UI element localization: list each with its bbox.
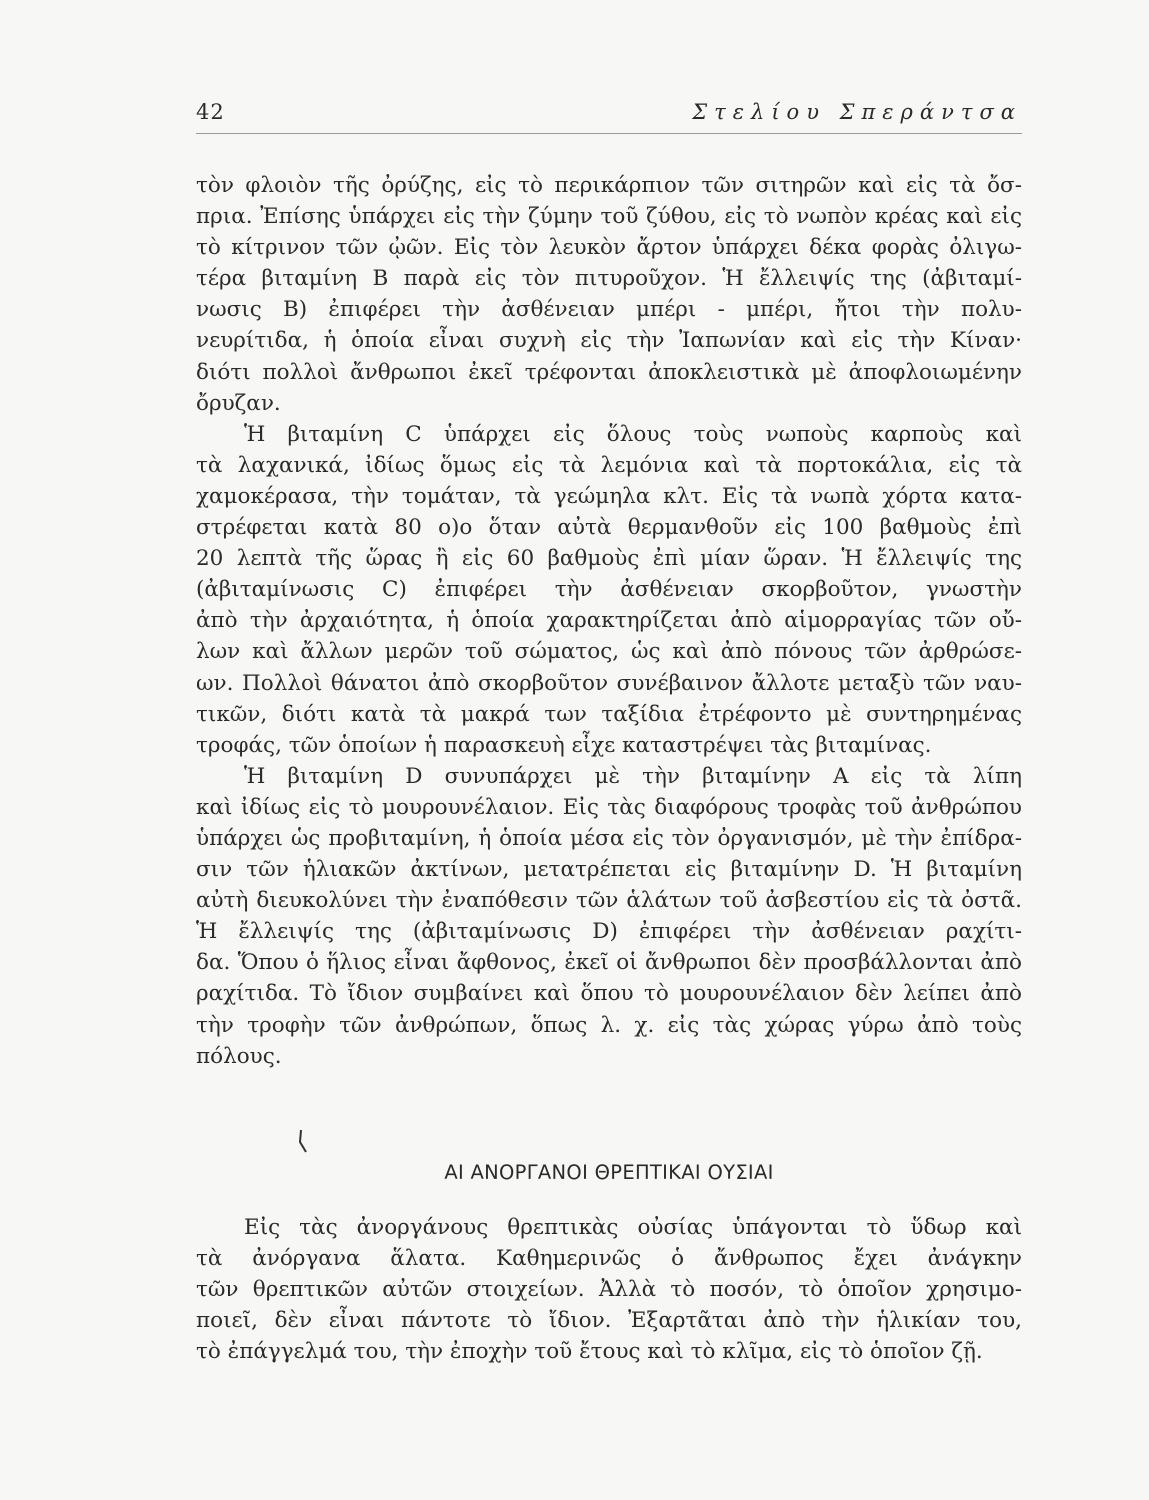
- text-line: ὑπάρχει ὡς προβιταμίνη, ἡ ὁποία μέσα εἰς τὸν ὀργανισμόν, μὲ τὴν ἐπίδρα-: [196, 825, 1022, 851]
- text-line: νωσις B) ἐπιφέρει τὴν ἀσθένειαν μπέρι - μπέρι, ἤτοι τὴν πολυ-: [196, 297, 1022, 323]
- text-line: 20 λεπτὰ τῆς ὥρας ἢ εἰς 60 βαθμοὺς ἐπὶ μίαν ὥραν. Ἡ ἔλλειψίς της: [196, 546, 1022, 572]
- text-line: τέρα βιταμίνη B παρὰ εἰς τὸν πιτυροῦχον. Ἡ ἔλλειψίς της (ἀβιταμί-: [196, 266, 1022, 292]
- page-number: 42: [196, 100, 225, 124]
- text-line: τὸ κίτρινον τῶν ᾠῶν. Εἰς τὸν λευκὸν ἄρτον ὑπάρχει δέκα φορὰς ὀλιγω-: [196, 235, 1022, 261]
- text-line: τικῶν, διότι κατὰ τὰ μακρά των ταξίδια ἐτρέφοντο μὲ συντηρημένας: [196, 701, 1022, 727]
- text-line: ραχίτιδα. Τὸ ἴδιον συμβαίνει καὶ ὅπου τὸ μουρουνέλαιον δὲν λείπει ἀπὸ: [196, 981, 1022, 1007]
- text-line: τὰ ἀνόργανα ἅλατα. Καθημερινῶς ὁ ἄνθρωπος ἔχει ἀνάγκην: [196, 1246, 1022, 1272]
- text-line: λων καὶ ἄλλων μερῶν τοῦ σώματος, ὡς καὶ ἀπὸ πόνους τῶν ἀρθρώσε-: [196, 639, 1022, 665]
- text-line: (ἀβιταμίνωσις C) ἐπιφέρει τὴν ἀσθένειαν σκορβοῦτον, γνωστὴν: [196, 577, 1022, 603]
- paragraph-vitamin-b: [196, 170, 1022, 419]
- text-line: αὐτὴ διευκολύνει τὴν ἐναπόθεσιν τῶν ἁλάτων τοῦ ἀσβεστίου εἰς τὰ ὀστᾶ.: [196, 888, 1022, 914]
- text-line: τὴν τροφὴν τῶν ἀνθρώπων, ὅπως λ. χ. εἰς τὰς χώρας γύρω ἀπὸ τοὺς: [196, 1012, 1022, 1038]
- paragraph-inorganic: [196, 1212, 1022, 1367]
- text-line: τῶν θρεπτικῶν αὐτῶν στοιχείων. Ἀλλὰ τὸ ποσόν, τὸ ὁποῖον χρησιμο-: [196, 1277, 1022, 1303]
- text-line: ποιεῖ, δὲν εἶναι πάντοτε τὸ ἴδιον. Ἐξαρτᾶται ἀπὸ τὴν ἡλικίαν του,: [196, 1308, 1022, 1334]
- running-head: Στελίου Σπεράντσα: [692, 100, 1022, 124]
- paragraph-vitamin-d: [196, 761, 1022, 1072]
- text-line: σιν τῶν ἡλιακῶν ἀκτίνων, μετατρέπεται εἰς βιταμίνην D. Ἡ βιταμίνη: [196, 857, 1022, 883]
- text-line: ἀπὸ τὴν ἀρχαιότητα, ἡ ὁποία χαρακτηρίζεται ἀπὸ αἱμορραγίας τῶν οὔ-: [196, 608, 1022, 634]
- section-heading: ΑΙ ΑΝΟΡΓΑΝΟΙ ΘΡΕΠΤΙΚΑΙ ΟΥΣΙΑΙ: [444, 1161, 774, 1184]
- text-line: πρια. Ἐπίσης ὑπάρχει εἰς τὴν ζύμην τοῦ ζύθου, εἰς τὸ νωπὸν κρέας καὶ εἰς: [196, 204, 1022, 230]
- text-line: τροφάς, τῶν ὁποίων ἡ παρασκευὴ εἶχε καταστρέψει τὰς βιταμίνας.: [196, 732, 932, 758]
- text-line: Ἡ βιταμίνη C ὑπάρχει εἰς ὅλους τοὺς νωποὺς καρποὺς καὶ: [244, 421, 1022, 447]
- text-line: τὸν φλοιὸν τῆς ὀρύζης, εἰς τὸ περικάρπιον τῶν σιτηρῶν καὶ εἰς τὰ ὄσ-: [196, 173, 1022, 198]
- text-line: ων. Πολλοὶ θάνατοι ἀπὸ σκορβοῦτον συνέβαινον ἄλλοτε μεταξὺ τῶν ναυ-: [196, 670, 1022, 696]
- text-line: τὰ λαχανικά, ἰδίως ὅμως εἰς τὰ λεμόνια καὶ τὰ πορτοκάλια, εἰς τὰ: [196, 452, 1022, 478]
- text-line: στρέφεται κατὰ 80 ο)ο ὅταν αὐτὰ θερμανθοῦν εἰς 100 βαθμοὺς ἐπὶ: [196, 515, 1022, 541]
- text-line: χαμοκέρασα, τὴν τομάταν, τὰ γεώμηλα κλτ. Εἰς τὰ νωπὰ χόρτα κατα-: [196, 483, 1022, 509]
- text-line: Ἡ βιταμίνη D συνυπάρχει μὲ τὴν βιταμίνην A εἰς τὰ λίπη: [244, 763, 1022, 789]
- pencil-mark: [294, 1126, 308, 1156]
- text-line: νευρίτιδα, ἡ ὁποία εἶναι συχνὴ εἰς τὴν Ἰαπωνίαν καὶ εἰς τὴν Κίναν·: [196, 328, 1022, 354]
- text-line: Εἰς τὰς ἀνοργάνους θρεπτικὰς οὐσίας ὑπάγονται τὸ ὕδωρ καὶ: [244, 1215, 1022, 1240]
- text-line: δα. Ὅπου ὁ ἥλιος εἶναι ἄφθονος, ἐκεῖ οἱ ἄνθρωποι δὲν προσβάλλονται ἀπὸ: [196, 950, 1022, 976]
- paragraph-vitamin-c: [196, 419, 1022, 761]
- header-rule: [196, 133, 1022, 134]
- text-line: ὄρυζαν.: [196, 390, 281, 416]
- text-line: Ἡ ἔλλειψίς της (ἀβιταμίνωσις D) ἐπιφέρει τὴν ἀσθένειαν ραχίτι-: [196, 919, 1022, 945]
- text-line: διότι πολλοὶ ἄνθρωποι ἐκεῖ τρέφονται ἀποκλειστικὰ μὲ ἀποφλοιωμένην: [196, 359, 1022, 385]
- text-line: πόλους.: [196, 1043, 282, 1069]
- body-text: [196, 170, 1022, 1072]
- page-header: [196, 100, 1022, 134]
- text-line: τὸ ἐπάγγελμά του, τὴν ἐποχὴν τοῦ ἔτους καὶ τὸ κλῖμα, εἰς τὸ ὁποῖον ζῇ.: [196, 1339, 983, 1365]
- text-line: καὶ ἰδίως εἰς τὸ μουρουνέλαιον. Εἰς τὰς διαφόρους τροφὰς τοῦ ἀνθρώπου: [196, 794, 1022, 820]
